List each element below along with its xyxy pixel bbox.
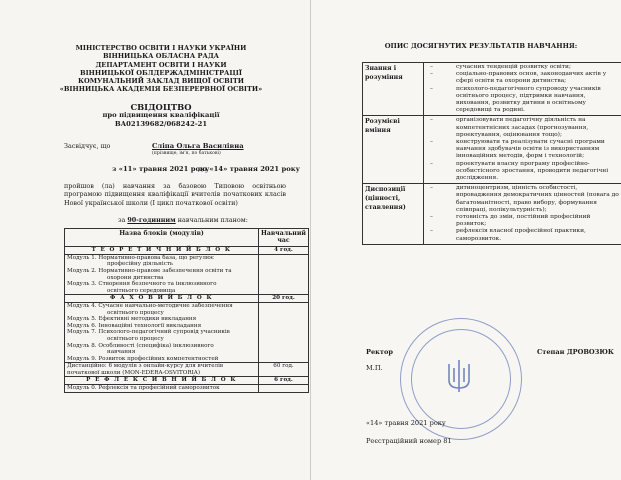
module-item-cont: охорони дитинства (107, 274, 164, 281)
certificate-number: ВА02139682/068242-21 (114, 119, 208, 128)
result-category: Знання і розуміння (363, 63, 424, 116)
module-item-cont: освітнього середовища (107, 287, 176, 294)
curriculum-table (64, 228, 309, 393)
result-category: Розумієві вміння (363, 116, 424, 184)
distance-hours: 60 год. (259, 363, 309, 377)
hours-prefix: за (118, 216, 126, 224)
result-item: – рефлексія власної професійної практики, саморозвиток. (430, 228, 586, 242)
result-category: Диспозиції (цінності, ставлення) (363, 184, 424, 245)
result-item: – організовувати педагогічну діяльність на компетентнісних засадах (прогнозування, проектування, оцінювання тощо); (430, 117, 589, 138)
hours-value: 90-годинним (127, 216, 176, 224)
result-item: – конструювати та реалізувати сучасні програми навчання здобувачів освіти із використанням інноваційних методів, форм і технологій; (430, 139, 605, 160)
hours-suffix: навчальним планом: (177, 216, 248, 224)
module-item: Модуль 2. Нормативно-правове забезпечення освіти та (67, 267, 232, 274)
distance-line: Дистанційно: 6 модулів з онлайн-курсу для вчителів (67, 363, 224, 370)
empty-cell (259, 302, 309, 362)
registration-line (366, 437, 452, 445)
seal-label: М.П. (366, 364, 383, 372)
registration-number: 81 (443, 437, 452, 445)
rector-name: Степан ДРОВОЗЮК (537, 348, 614, 356)
period-from: з «11» травня 2021 року (112, 165, 210, 173)
module-item: Модуль 1. Нормативно-правова база, що регулює (67, 254, 214, 261)
header-line: «ВІННИЦЬКА АКАДЕМІЯ БЕЗПЕРЕРВНОЇ ОСВІТИ» (59, 85, 263, 94)
result-items (424, 116, 621, 184)
issuer-header (40, 44, 282, 94)
rector-label: Ректор (366, 348, 394, 356)
header-line: МІНІСТЕРСТВО ОСВІТИ І НАУКИ УКРАЇНИ (75, 44, 247, 52)
attest-label: Засвідчує, що (64, 142, 111, 150)
certificate-title-block (40, 103, 282, 128)
column-header-hours: Навчальний час (259, 229, 309, 247)
section-title: Ф А Х О В И Й Б Л О К (65, 295, 259, 303)
header-line: ДЕПАРТАМЕНТ ОСВІТИ І НАУКИ (95, 60, 227, 69)
module-list (65, 302, 259, 362)
header-line: ВІННИЦЬКОЇ ОБЛДЕРЖАДМІНІСТРАЦІЇ (80, 68, 242, 77)
section-title: Р Е Ф Л Е К С И В Н И Й Б Л О К (65, 377, 259, 385)
module-item: Модуль 3. Створення безпечного та інклюзивного (67, 281, 217, 288)
module-item-cont: навчання (107, 349, 136, 356)
result-item: – готовність до змін, постійний професійний розвиток; (430, 214, 591, 228)
module-item: Модуль 4. Сучасне навчально-методичне забезпечення (67, 302, 233, 309)
result-items (424, 63, 621, 116)
period-to: до «14» травня 2021 року (198, 165, 301, 173)
certificate-title: СВІДОЦТВО (130, 102, 192, 112)
module-item: Модуль 9. Розвиток професійних компетентностей (67, 355, 219, 362)
result-item: – психолого-педагогічного супроводу учасників освітнього процесу, підтримки навчання, виховання, розвитку дитини в освітньому середовищі та родині. (430, 85, 601, 114)
issue-date: «14» травня 2021 року (366, 419, 446, 427)
section-hours: 20 год. (259, 295, 309, 303)
column-header-blocks: Назва блоків (модулів) (65, 229, 259, 247)
module-list (65, 254, 259, 295)
program-description: пройшов (ла) навчання за базовою Типовою освітньою програмою підвищення кваліфікації вчителів початкових класів Нової української школи (I цикл початкової освіти) (64, 182, 286, 207)
results-title: ОПИС ДОСЯГНУТИХ РЕЗУЛЬТАТІВ НАВЧАННЯ: (384, 42, 578, 50)
module-item: Модуль 8. Особливості (специфіка) інклюзивного (67, 342, 214, 349)
result-item: – дитиноцентризм, цінність особистості, впровадження демократичних цінностей (повага до багатоманітності, право вибору, формування співпраці, полікультурність); (430, 185, 619, 213)
person-name: Сліпа Ольга Василівна (152, 142, 244, 150)
result-item: – проектувати власну програму професійно-особистісного зростання, проводити педагогічні дослідження. (430, 160, 609, 182)
distance-line: початкової школи (MON-EDERA-OSVITORIA) (67, 369, 200, 376)
results-table (362, 62, 621, 245)
page-fold (310, 0, 311, 480)
section-hours: 4 год. (259, 247, 309, 255)
module-item: Модуль 5. Ефективні методики викладання (67, 316, 197, 323)
header-line: КОМУНАЛЬНИЙ ЗАКЛАД ВИЩОЇ ОСВІТИ (78, 77, 244, 86)
module-item-cont: освітнього процесу (107, 309, 164, 316)
trident-icon (445, 358, 473, 394)
empty-cell (259, 385, 309, 393)
hours-line (118, 216, 248, 224)
section-title: Т Е О Р Е Т И Ч Н И Й Б Л О К (65, 247, 259, 255)
module-item: Модуль 0. Рефлексія та професійний саморозвиток (65, 385, 259, 393)
person-caption: (прізвище, ім'я, по батькові) (152, 151, 221, 156)
result-item: – сучасних тенденцій розвитку освіти; (430, 64, 571, 70)
distance-cell (65, 363, 259, 377)
empty-cell (259, 254, 309, 295)
section-hours: 6 год. (259, 377, 309, 385)
result-item: – соціально-правових основ, законодавчих актів у сфері освіти та охорони дитинства; (430, 71, 607, 85)
module-item-cont: професійну діяльність (107, 261, 173, 268)
module-item: Модуль 6. Інноваційні технології викладання (67, 322, 202, 329)
result-items (424, 184, 621, 245)
header-line: ВІННИЦЬКА ОБЛАСНА РАДА (102, 52, 220, 61)
module-item: Модуль 7. Психолого-педагогічний супровід учасників (67, 329, 230, 336)
module-item-cont: освітнього процесу (107, 335, 164, 342)
registration-label: Реєстраційний номер (366, 437, 442, 445)
certificate-subtitle: про підвищення кваліфікації (102, 111, 220, 120)
